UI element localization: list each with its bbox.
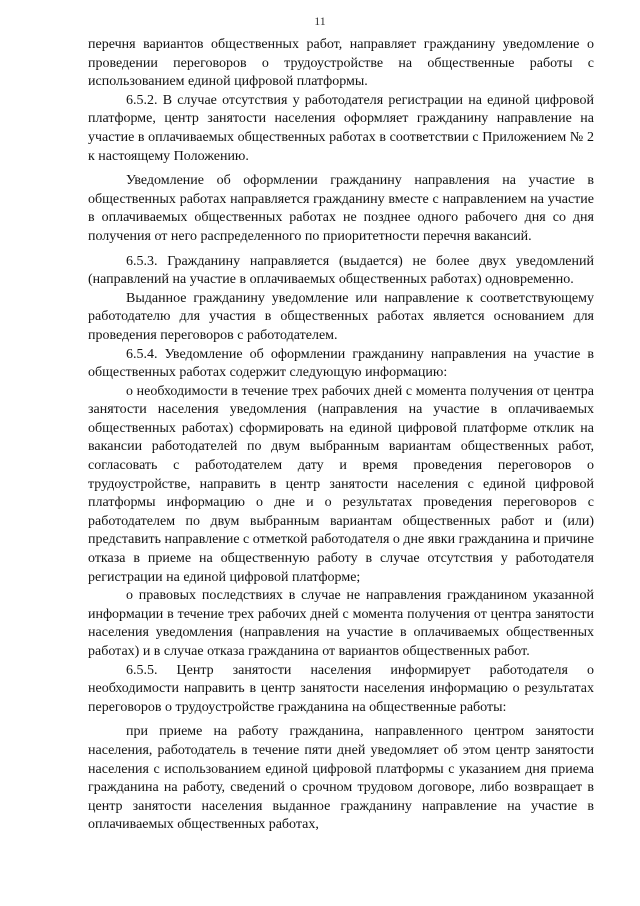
page-number: 11 xyxy=(314,14,326,28)
paragraph-6-5-2: 6.5.2. В случае отсутствия у работодателя регистрации на единой цифровой платформе, центр занятости населения оформляет гражданину направление на участие в оплачиваемых общественных работах в соответствии с Приложением № 2 к настоящему Положению. xyxy=(88,92,594,164)
paragraph-issued-notification: Выданное гражданину уведомление или направление к соответствующему работодателю для участия в общественных работах является основанием для проведения переговоров с работодателем. xyxy=(88,290,594,343)
paragraph-6-5-3: 6.5.3. Гражданину направляется (выдается) не более двух уведомлений (направлений на участие в оплачиваемых общественных работах) одновременно. xyxy=(88,253,594,288)
paragraph-legal-consequences: о правовых последствиях в случае не направления гражданином указанной информации в течение трех рабочих дней с момента получения от центра занятости населения уведомления (направления на участие в оплачиваемых общественных работах) и в случае отказа гражданина от вариантов общественных работ. xyxy=(88,588,594,659)
document-body xyxy=(88,36,594,835)
paragraph-continuation: перечня вариантов общественных работ, направляет гражданину уведомление о проведении переговоров о трудоустройстве на общественные работы с использованием единой цифровой платформы. xyxy=(88,37,594,90)
paragraph-6-5-4: 6.5.4. Уведомление об оформлении гражданину направления на участие в общественных работах содержит следующую информацию: xyxy=(88,346,594,381)
paragraph-necessity-list-item: о необходимости в течение трех рабочих дней с момента получения от центра занятости населения уведомления (направления на участие в оплачиваемых общественных работах) сформировать на единой цифровой платформе отклик на вакансии работодателей по двум выбранным вариантам общественных работ, согласовать с работодателем дату и время проведения переговоров о трудоустройстве, направить в центр занятости населения с единой цифровой платформы информацию о дне и о результатах проведения переговоров с работодателем по двум выбранным вариантам общественных работ и (или) представить направление с отметкой работодателя о дне явки гражданина и причине отказа в приеме на общественную работу в случае отсутствия у работодателя регистрации на единой цифровой платформе; xyxy=(88,383,594,585)
paragraph-hiring-notice: при приеме на работу гражданина, направленного центром занятости населения, работодатель в течение пяти дней уведомляет об этом центр занятости населения с использованием единой цифровой платформы с указанием дня приема гражданина на работу, сведений о срочном трудовом договоре, либо возвращает в центр занятости населения выданное гражданину направление на участие в оплачиваемых общественных работах, xyxy=(88,724,594,833)
paragraph-6-5-5: 6.5.5. Центр занятости населения информирует работодателя о необходимости направить в центр занятости населения информацию о результатах переговоров о трудоустройстве гражданина на общественные работы: xyxy=(88,662,594,715)
paragraph-notification-issuance: Уведомление об оформлении гражданину направления на участие в общественных работах направляется гражданину вместе с направлением на участие в оплачиваемых общественных работах не позднее одного рабочего дня со дня получения от него распределенного по приоритетности перечня вакансий. xyxy=(88,173,594,244)
